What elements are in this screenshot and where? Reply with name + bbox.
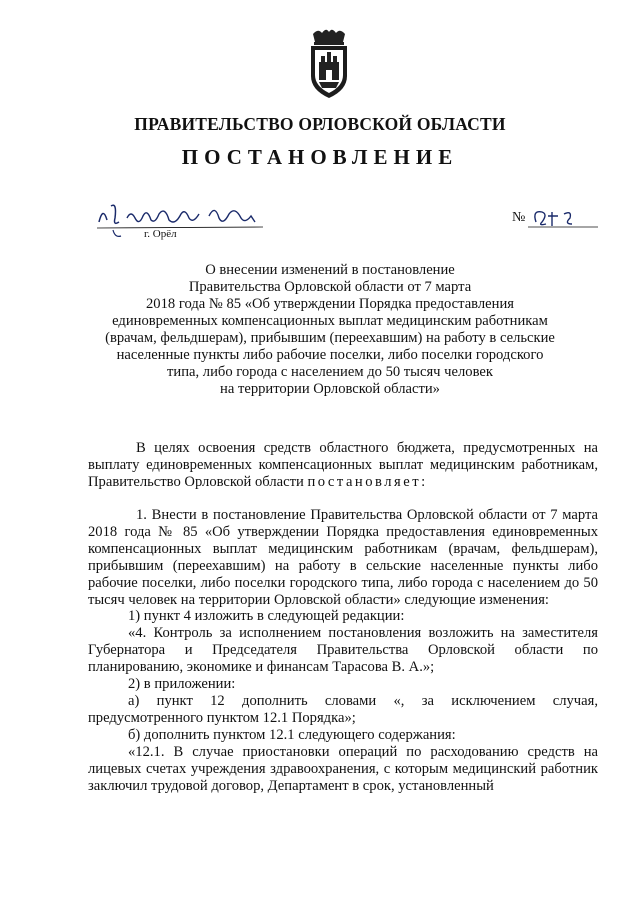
sub-item-2a: а) пункт 12 дополнить словами «, за исключением случая, предусмотренного пунктом 12.1 Порядка»; (88, 692, 598, 726)
subject-line: населенные пункты либо рабочие поселки, либо поселки городского (116, 347, 544, 363)
number-label: № (512, 210, 526, 225)
subject-line: типа, либо города с населением до 50 тысяч человек (167, 364, 493, 380)
item-1-text: 1. Внести в постановление Правительства Орловской области от 7 марта 2018 года № 85 «Об утверждении Порядка предоставления единовременных компенсационных выплат медицинским работникам (врачам, фельдшерам), прибывшим (переехавшим) на работу в сельские населенные пункты либо рабочие поселки, либо поселки городского типа, либо города с населением до 50 тысяч человек на территории Орловской области» следующие изменения: (88, 507, 598, 608)
city-label: г. Орёл (144, 228, 177, 240)
document-subject (70, 262, 590, 398)
sub-item-1: 1) пункт 4 изложить в следующей редакции: (128, 608, 405, 625)
handwritten-date (95, 196, 265, 240)
preamble-text: В целях освоения средств областного бюджета, предусмотренных на выплату единовременных компенсационных выплат медицинским работникам, Правительство Орловской области (88, 440, 598, 490)
subject-line: (врачам, фельдшерам), прибывшим (переехавшим) на работу в сельские (105, 330, 555, 346)
item-1-paragraph (88, 507, 598, 794)
subject-line: Правительства Орловской области от 7 марта (188, 279, 472, 295)
subject-line: О внесении изменений в постановление (205, 262, 455, 278)
handwritten-number (528, 202, 600, 232)
government-name: ПРАВИТЕЛЬСТВО ОРЛОВСКОЙ ОБЛАСТИ (134, 114, 506, 134)
subject-line: единовременных компенсационных выплат медицинским работникам (112, 313, 548, 329)
document-type-title: ПОСТАНОВЛЕНИЕ (181, 145, 459, 169)
decree-word: постановляет: (307, 473, 428, 490)
subject-line: на территории Орловской области» (220, 381, 440, 397)
sub-item-1-text: «4. Контроль за исполнением постановления возложить на заместителя Губернатора и Председателя Правительства Орловской области по планированию, экономике и финансам Тарасова В. А.»; (88, 625, 598, 676)
orel-oblast-coat-of-arms-icon (306, 28, 352, 100)
sub-item-2: 2) в приложении: (128, 676, 236, 693)
preamble-paragraph (88, 440, 598, 491)
sub-item-2b: б) дополнить пунктом 12.1 следующего содержания: (128, 726, 456, 743)
subject-line: 2018 года № 85 «Об утверждении Порядка предоставления (146, 296, 514, 312)
sub-item-2b-text: «12.1. В случае приостановки операций по расходованию средств на лицевых счетах учреждения здравоохранения, с которым медицинский работник заключил трудовой договор, Департамент в срок, установленный (88, 743, 598, 794)
